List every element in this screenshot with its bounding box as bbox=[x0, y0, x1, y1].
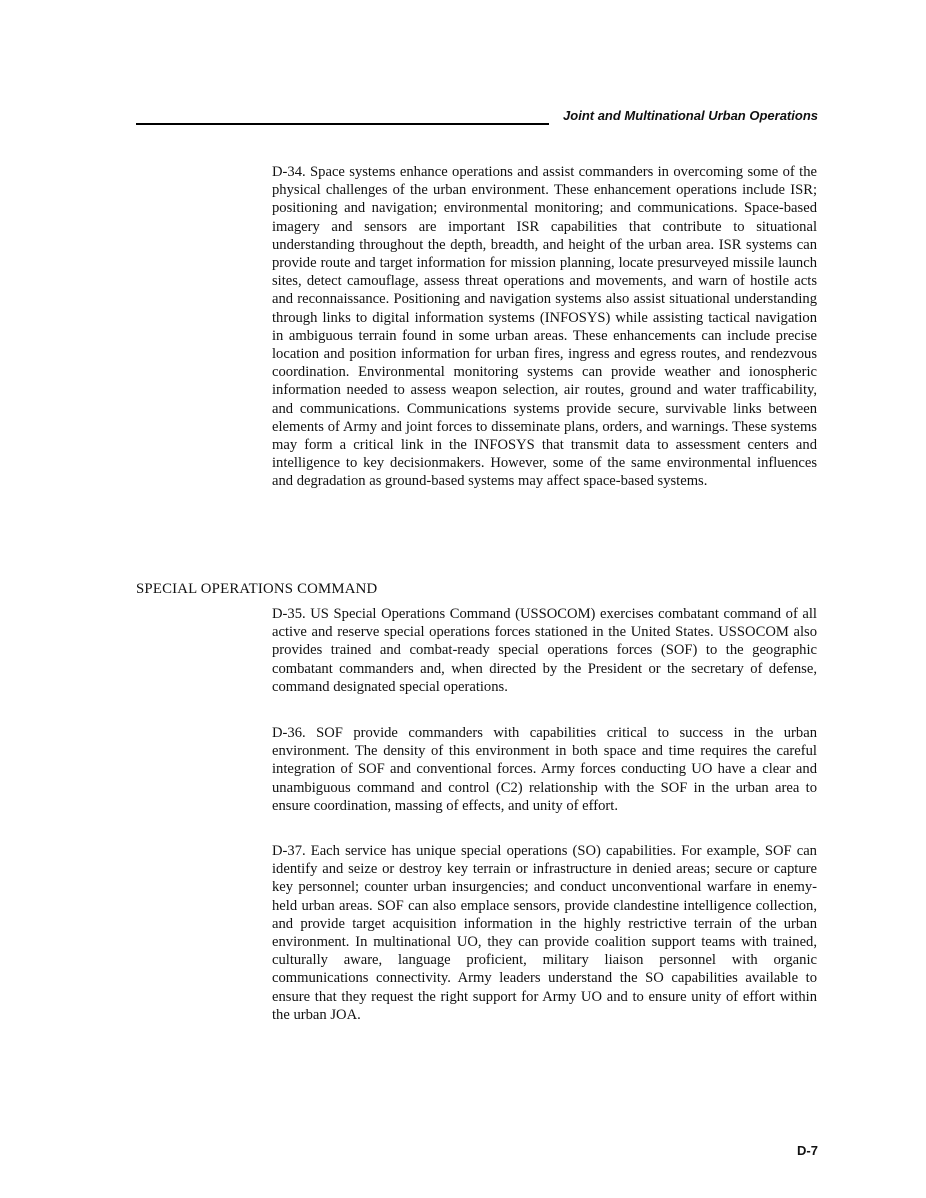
paragraph-text: Space systems enhance operations and assist commanders in overcoming some of the physical challenges of the urban environment. These enhancement operations include ISR; positioning and navigation; environmental monitoring; and communications. Space-based imagery and sensors are important ISR capabilities that contribute to situational understanding throughout the depth, breadth, and height of the urban area. ISR systems can provide route and target information for mission planning, locate presurveyed missile launch sites, detect camouflage, assess threat operations and movements, and warn of hostile acts and reconnaissance. Positioning and navigation systems also assist situational understanding through links to digital information systems (INFOSYS) while assisting tactical navigation in ambiguous terrain found in some urban areas. These enhancements can include precise location and position information for urban fires, ingress and egress routes, and rendezvous coordination. Environmental monitoring systems can provide weather and ionospheric information needed to assess weapon selection, air routes, ground and water trafficability, and communications. Communications systems provide secure, survivable links between elements of Army and joint forces to disseminate plans, orders, and warnings. These systems may form a critical link in the INFOSYS that transmit data to assessment centers and intelligence to key decisionmakers. However, some of the same environmental influences and degradation as ground-based systems may affect space-based systems. bbox=[272, 164, 817, 490]
paragraph-number: D-37. bbox=[272, 843, 306, 859]
page-number: D-7 bbox=[797, 1143, 818, 1158]
paragraph-d37 bbox=[272, 842, 817, 1024]
section-heading: SPECIAL OPERATIONS COMMAND bbox=[136, 581, 378, 597]
paragraph-d35 bbox=[272, 605, 817, 696]
paragraph-d36 bbox=[272, 724, 817, 815]
paragraph-text: SOF provide commanders with capabilities critical to success in the urban environment. The density of this environment in both space and time requires the careful integration of SOF and conventional forces. Army forces conducting UO have a clear and unambiguous command and control (C2) relationship with the SOF in the urban area to ensure coordination, massing of effects, and unity of effort. bbox=[272, 725, 817, 814]
paragraph-number: D-35. bbox=[272, 606, 306, 622]
header-rule bbox=[136, 123, 549, 125]
paragraph-number: D-34. bbox=[272, 164, 306, 180]
paragraph-text: US Special Operations Command (USSOCOM) exercises combatant command of all active and reserve special operations forces stationed in the United States. USSOCOM also provides trained and combat-ready special operations forces (SOF) to the geographic combatant commanders and, when directed by the President or the secretary of defense, command designated special operations. bbox=[272, 606, 817, 695]
paragraph-text: Each service has unique special operations (SO) capabilities. For example, SOF can identify and seize or destroy key terrain or infrastructure in denied areas; secure or capture key personnel; counter urban insurgencies; and conduct unconventional warfare in enemy-held urban areas. SOF can also emplace sensors, provide clandestine intelligence collection, and provide target acquisition information in the highly restrictive terrain of the urban environment. In multinational UO, they can provide coalition support teams with trained, culturally aware, language proficient, military liaison personnel with organic communications connectivity. Army leaders understand the SO capabilities available to ensure that they request the right support for Army UO and to ensure unity of effort within the urban JOA. bbox=[272, 843, 817, 1023]
running-header: Joint and Multinational Urban Operations bbox=[563, 108, 818, 123]
paragraph-d34 bbox=[272, 163, 817, 491]
paragraph-number: D-36. bbox=[272, 725, 306, 741]
